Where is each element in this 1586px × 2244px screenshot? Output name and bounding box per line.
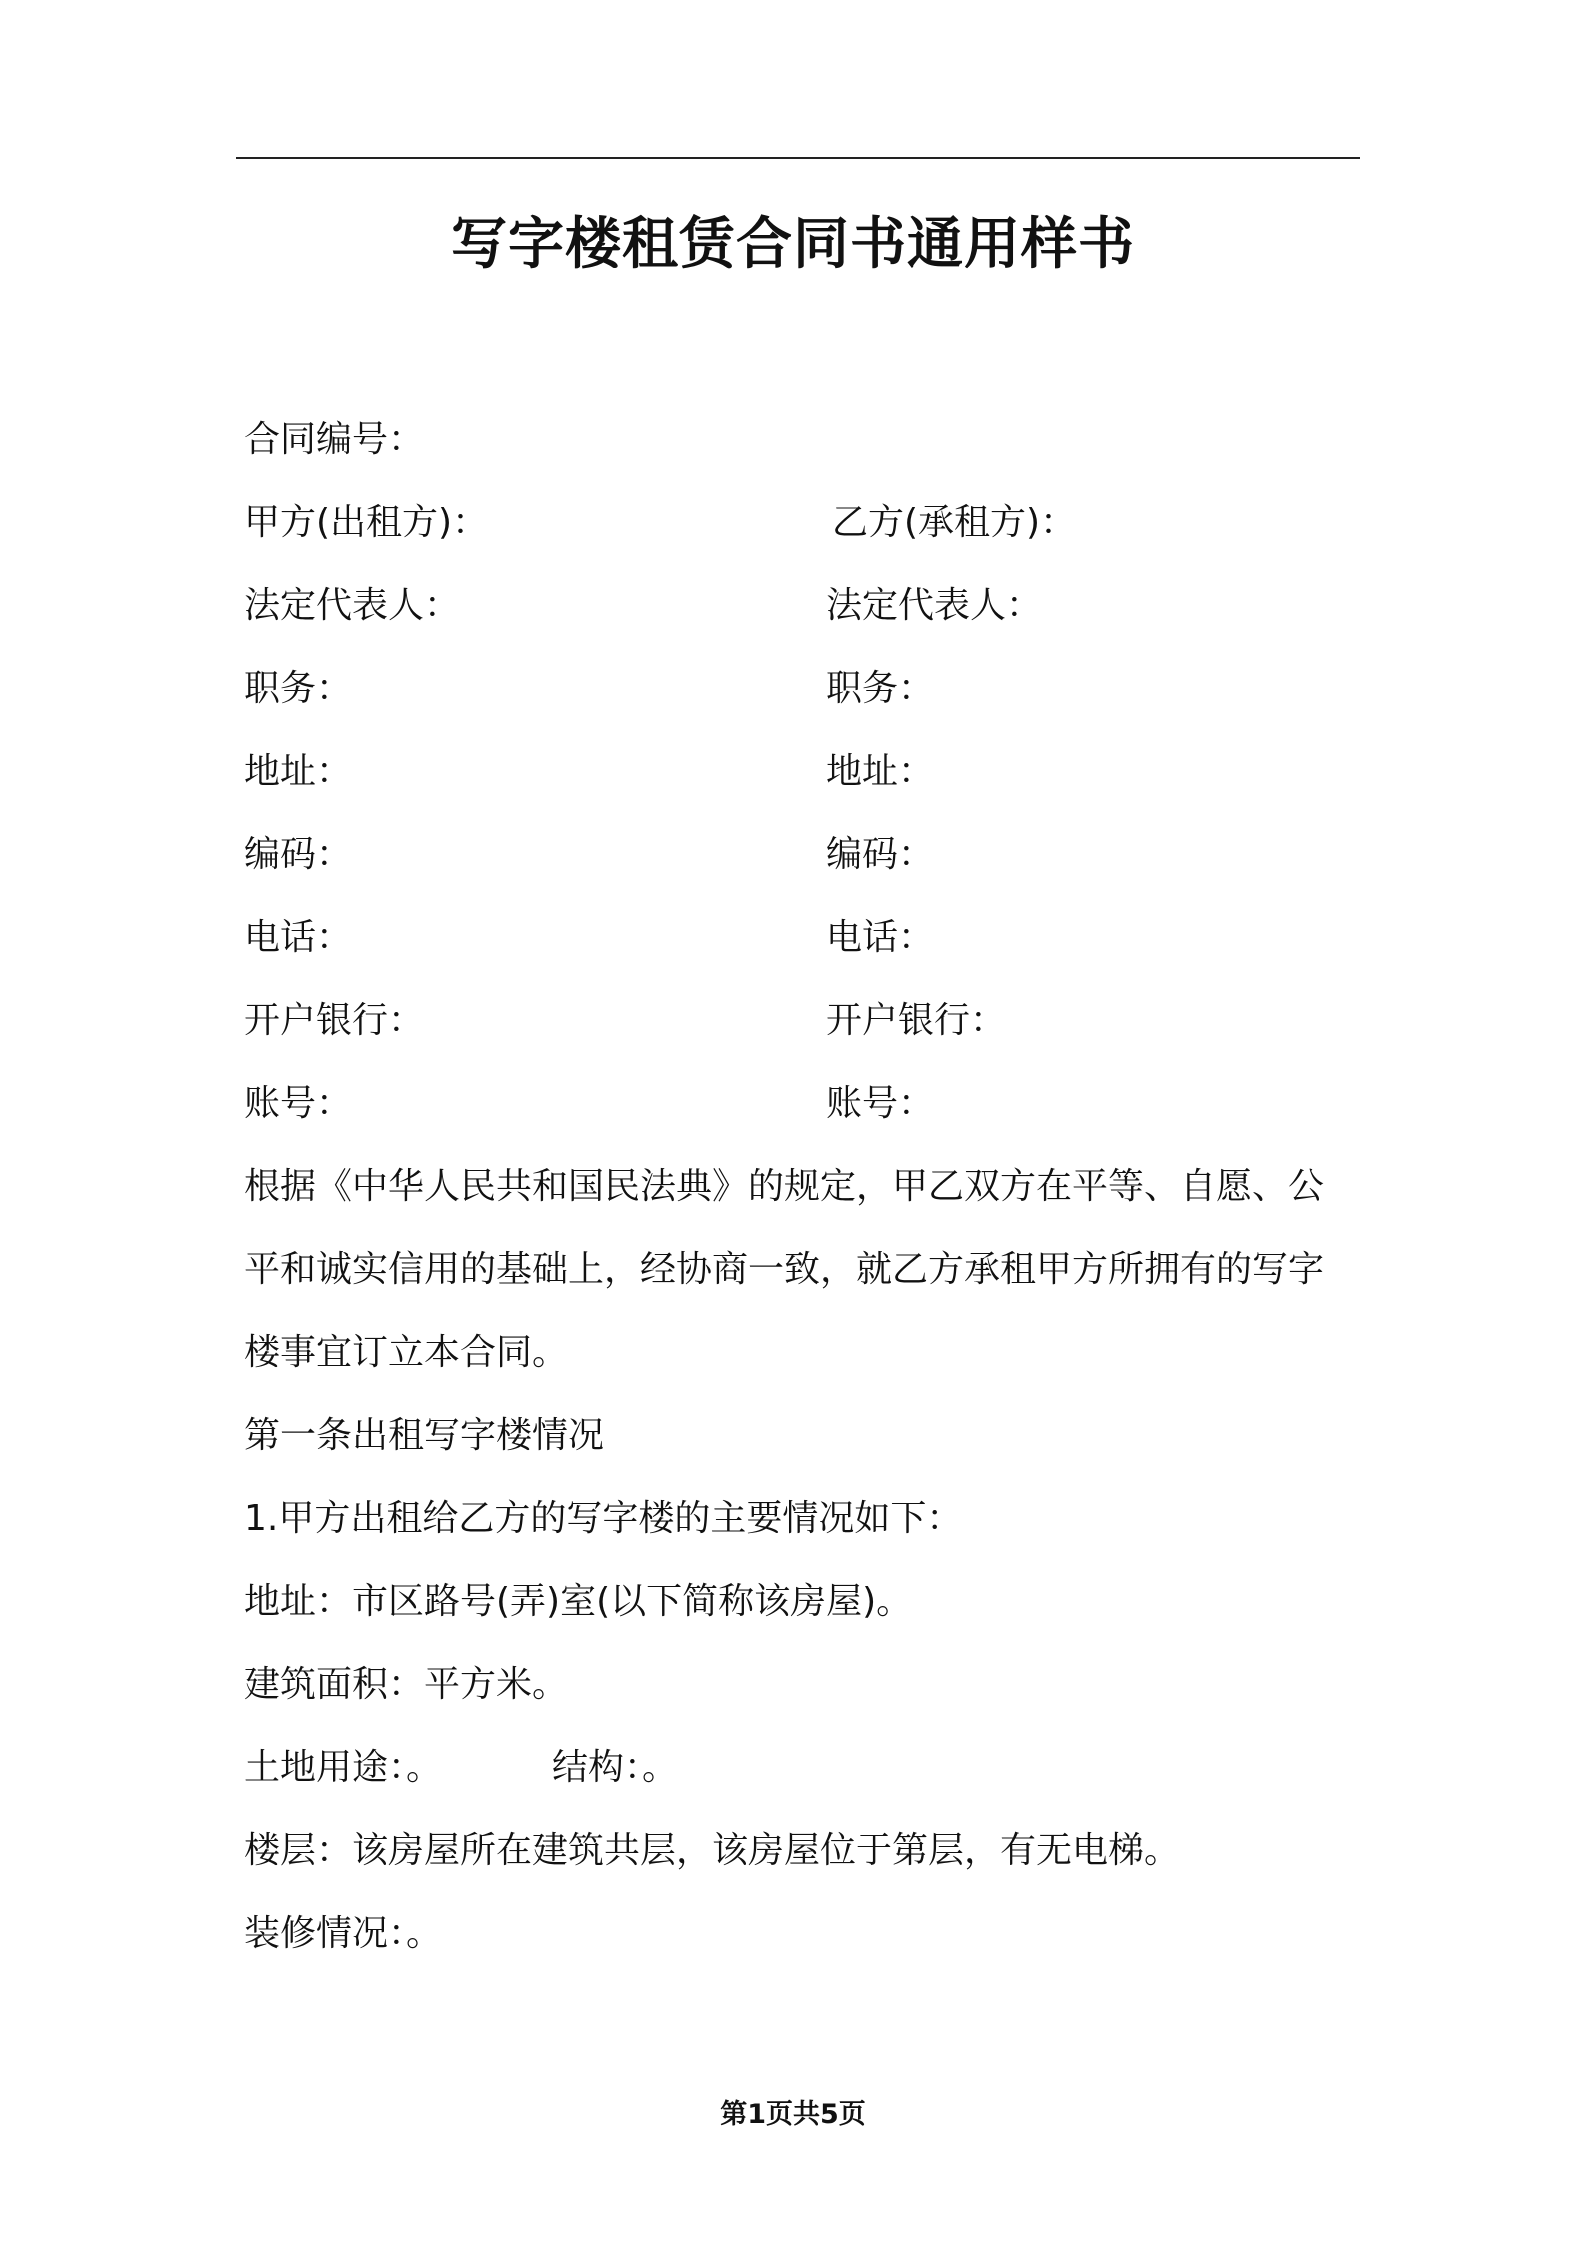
party-b-bank: 开户银行： bbox=[826, 1000, 1007, 1041]
structure-label: 结构：。 bbox=[552, 1747, 679, 1788]
preamble-line-2: 平和诚实信用的基础上，经协商一致，就乙方承租甲方所拥有的写字 bbox=[244, 1249, 1325, 1290]
party-a-phone: 电话： bbox=[244, 917, 353, 958]
party-a-position: 职务： bbox=[244, 668, 353, 709]
article-1-title: 第一条出租写字楼情况 bbox=[244, 1415, 605, 1456]
floor-line: 楼层：该房屋所在建筑共层，该房屋位于第层，有无电梯。 bbox=[244, 1830, 1181, 1871]
party-b-phone: 电话： bbox=[826, 917, 935, 958]
party-b-position: 职务： bbox=[826, 668, 935, 709]
document-title: 写字楼租赁合同书通用样书 bbox=[451, 212, 1135, 277]
party-a-postcode: 编码： bbox=[244, 834, 353, 875]
party-b-label: 乙方(承租方)： bbox=[832, 502, 1077, 543]
property-address-line: 地址：市区路号(弄)室(以下简称该房屋)。 bbox=[244, 1581, 913, 1622]
party-b-postcode: 编码： bbox=[826, 834, 935, 875]
party-a-account: 账号： bbox=[244, 1083, 353, 1124]
party-a-legal-rep: 法定代表人： bbox=[244, 585, 461, 626]
land-use-label: 土地用途：。 bbox=[244, 1747, 443, 1788]
land-use-structure-line bbox=[244, 1742, 678, 1794]
party-b-account: 账号： bbox=[826, 1083, 935, 1124]
building-area-line: 建筑面积：平方米。 bbox=[244, 1664, 569, 1705]
article-1-item-1: 1.甲方出租给乙方的写字楼的主要情况如下： bbox=[244, 1498, 963, 1539]
party-a-label: 甲方(出租方)： bbox=[244, 502, 489, 543]
party-a-address: 地址： bbox=[244, 751, 353, 792]
header-rule bbox=[236, 157, 1360, 159]
decoration-line: 装修情况：。 bbox=[244, 1913, 443, 1954]
preamble-line-1: 根据《中华人民共和国民法典》的规定，甲乙双方在平等、自愿、公 bbox=[244, 1166, 1325, 1207]
page-indicator: 第1页共5页 bbox=[720, 2099, 866, 2130]
preamble-line-3: 楼事宜订立本合同。 bbox=[244, 1332, 569, 1373]
contract-number-label: 合同编号： bbox=[244, 419, 425, 460]
party-b-legal-rep: 法定代表人： bbox=[826, 585, 1043, 626]
party-a-bank: 开户银行： bbox=[244, 1000, 425, 1041]
party-b-address: 地址： bbox=[826, 751, 935, 792]
